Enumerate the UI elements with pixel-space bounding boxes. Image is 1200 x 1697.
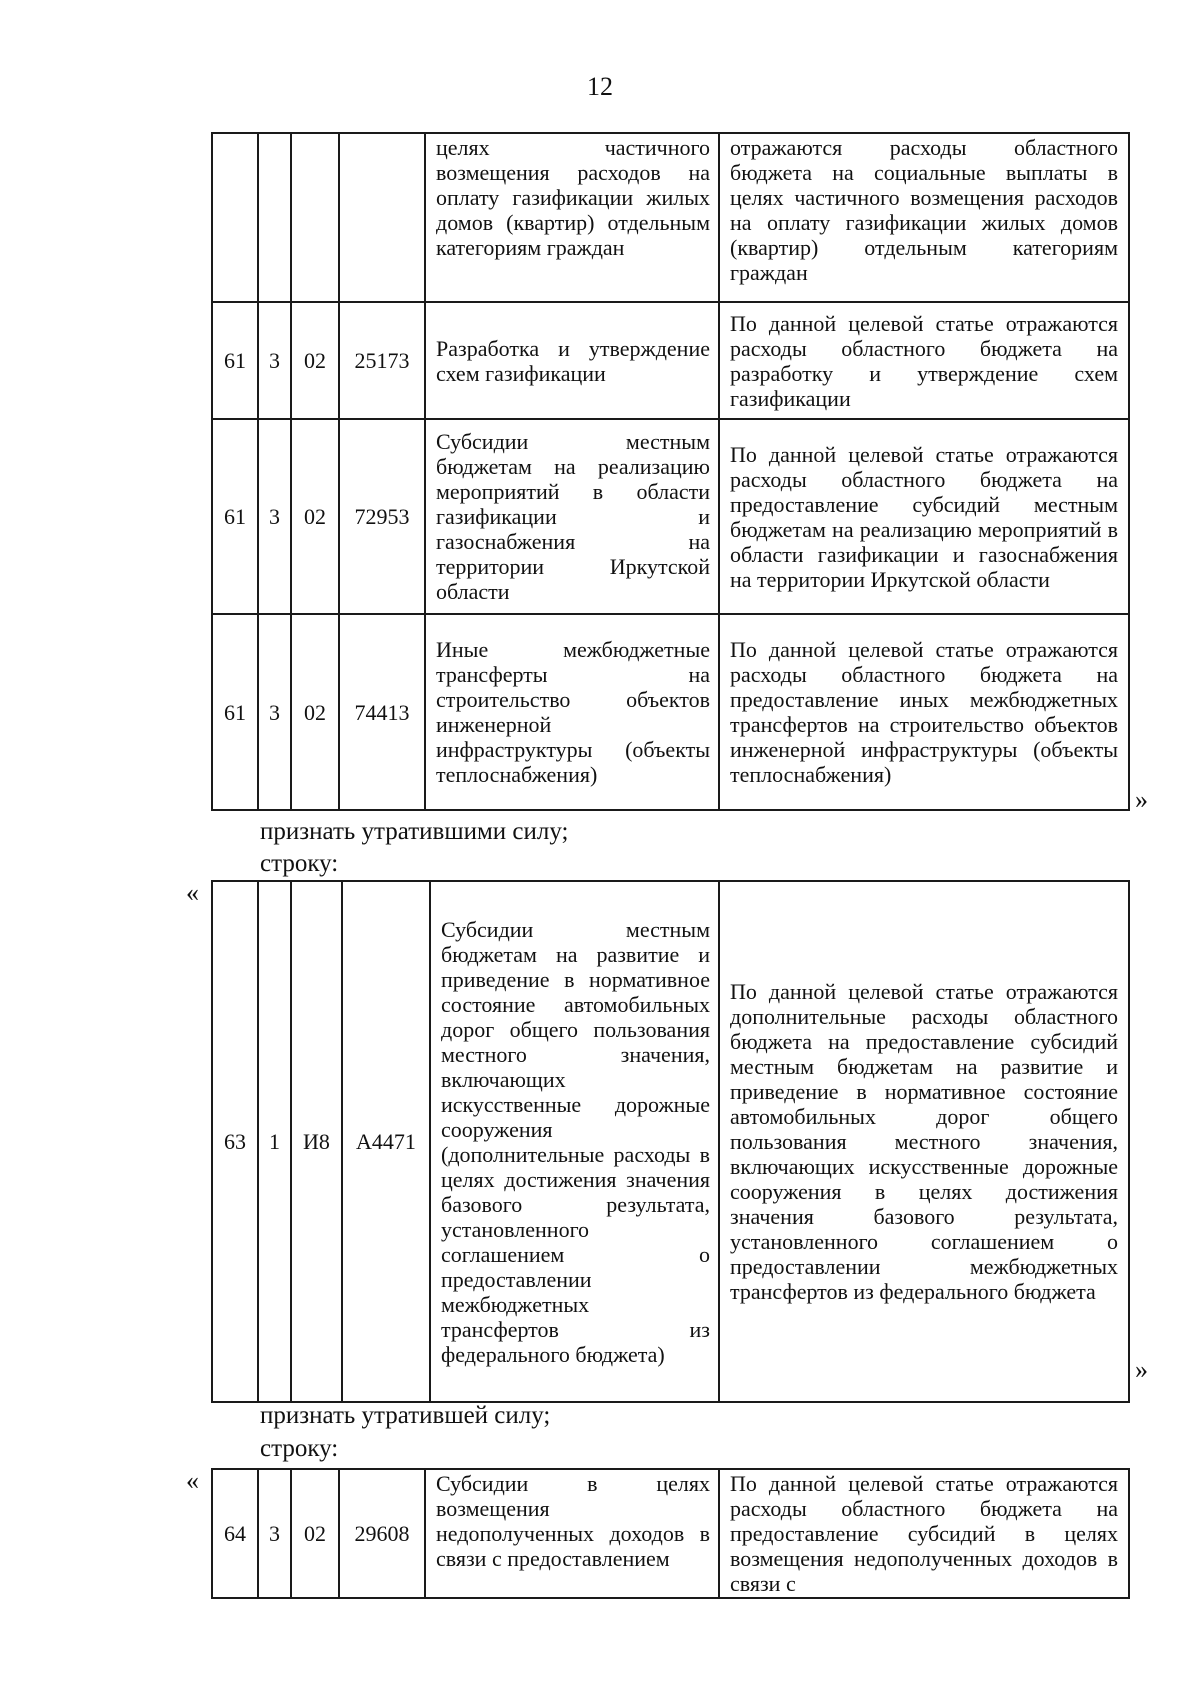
expense-description: По данной целевой статье отражаются расходы областного бюджета на разработку и утверждение схем газификации — [719, 302, 1129, 419]
code-program: 64 — [212, 1469, 258, 1598]
expense-description: По данной целевой статье отражаются расходы областного бюджета на предоставление иных межбюджетных трансфертов на строительство объектов инженерной инфраструктуры (объекты теплоснабжения) — [719, 614, 1129, 810]
code-program: 61 — [212, 419, 258, 614]
code-direction: А4471 — [342, 881, 430, 1402]
code-event: 02 — [291, 302, 339, 419]
code-event: 02 — [291, 419, 339, 614]
code-event — [291, 133, 339, 302]
expense-description: отражаются расходы областного бюджета на социальные выплаты в целях частичного возмещения расходов на оплату газификации жилых домов (квартир) отдельным категориям граждан — [719, 133, 1129, 302]
code-subprogram: 3 — [258, 614, 291, 810]
code-direction: 74413 — [339, 614, 425, 810]
code-program: 63 — [212, 881, 258, 1402]
code-program: 61 — [212, 614, 258, 810]
code-subprogram: 3 — [258, 302, 291, 419]
page-number: 12 — [587, 72, 613, 101]
code-direction: 25173 — [339, 302, 425, 419]
expense-name: Субсидии в целях возмещения недополученных доходов в связи с предоставлением — [425, 1469, 719, 1598]
budget-codes-table-1 — [211, 132, 1130, 811]
code-subprogram: 3 — [258, 1469, 291, 1598]
budget-codes-table-3 — [211, 1468, 1130, 1599]
closing-quote: » — [1135, 1355, 1148, 1384]
table-row — [212, 419, 1129, 614]
expense-name: целях частичного возмещения расходов на оплату газификации жилых домов (квартир) отдельным категориям граждан — [425, 133, 719, 302]
code-direction: 72953 — [339, 419, 425, 614]
code-subprogram: 3 — [258, 419, 291, 614]
opening-quote: « — [186, 878, 199, 907]
code-subprogram — [258, 133, 291, 302]
expense-name: Разработка и утверждение схем газификации — [425, 302, 719, 419]
paragraph-repeal-singular: признать утратившей силу; — [260, 1402, 551, 1429]
budget-codes-table-2 — [211, 880, 1130, 1403]
code-program: 61 — [212, 302, 258, 419]
code-program — [212, 133, 258, 302]
paragraph-line-label: строку: — [260, 850, 339, 877]
paragraph-repeal-plural: признать утратившими силу; — [260, 818, 569, 845]
code-event: И8 — [291, 881, 342, 1402]
code-direction: 29608 — [339, 1469, 425, 1598]
expense-name: Иные межбюджетные трансферты на строительство объектов инженерной инфраструктуры (объекты теплоснабжения) — [425, 614, 719, 810]
code-direction — [339, 133, 425, 302]
expense-description: По данной целевой статье отражаются дополнительные расходы областного бюджета на предоставление субсидий местным бюджетам на развитие и приведение в нормативное состояние автомобильных дорог общего пользования местного значения, включающих искусственные дорожные сооружения в целях достижения значения базового результата, установленного соглашением о предоставлении межбюджетных трансфертов из федерального бюджета — [719, 881, 1129, 1402]
closing-quote: » — [1135, 785, 1148, 814]
table-row — [212, 133, 1129, 302]
expense-name: Субсидии местным бюджетам на реализацию мероприятий в области газификации и газоснабжения на территории Иркутской области — [425, 419, 719, 614]
paragraph-line-label: строку: — [260, 1435, 339, 1462]
opening-quote: « — [186, 1466, 199, 1495]
expense-name: Субсидии местным бюджетам на развитие и приведение в нормативное состояние автомобильных дорог общего пользования местного значения, включающих искусственные дорожные сооружения (дополнительные расходы в целях достижения значения базового результата, установленного соглашением о предоставлении межбюджетных трансфертов из федерального бюджета) — [430, 881, 719, 1402]
table-row — [212, 614, 1129, 810]
table-row — [212, 881, 1129, 1402]
table-row — [212, 1469, 1129, 1598]
expense-description: По данной целевой статье отражаются расходы областного бюджета на предоставление субсидий местным бюджетам на реализацию мероприятий в области газификации и газоснабжения на территории Иркутской области — [719, 419, 1129, 614]
table-row — [212, 302, 1129, 419]
expense-description: По данной целевой статье отражаются расходы областного бюджета на предоставление субсидий в целях возмещения недополученных доходов в связи с — [719, 1469, 1129, 1598]
code-event: 02 — [291, 1469, 339, 1598]
code-event: 02 — [291, 614, 339, 810]
code-subprogram: 1 — [258, 881, 291, 1402]
